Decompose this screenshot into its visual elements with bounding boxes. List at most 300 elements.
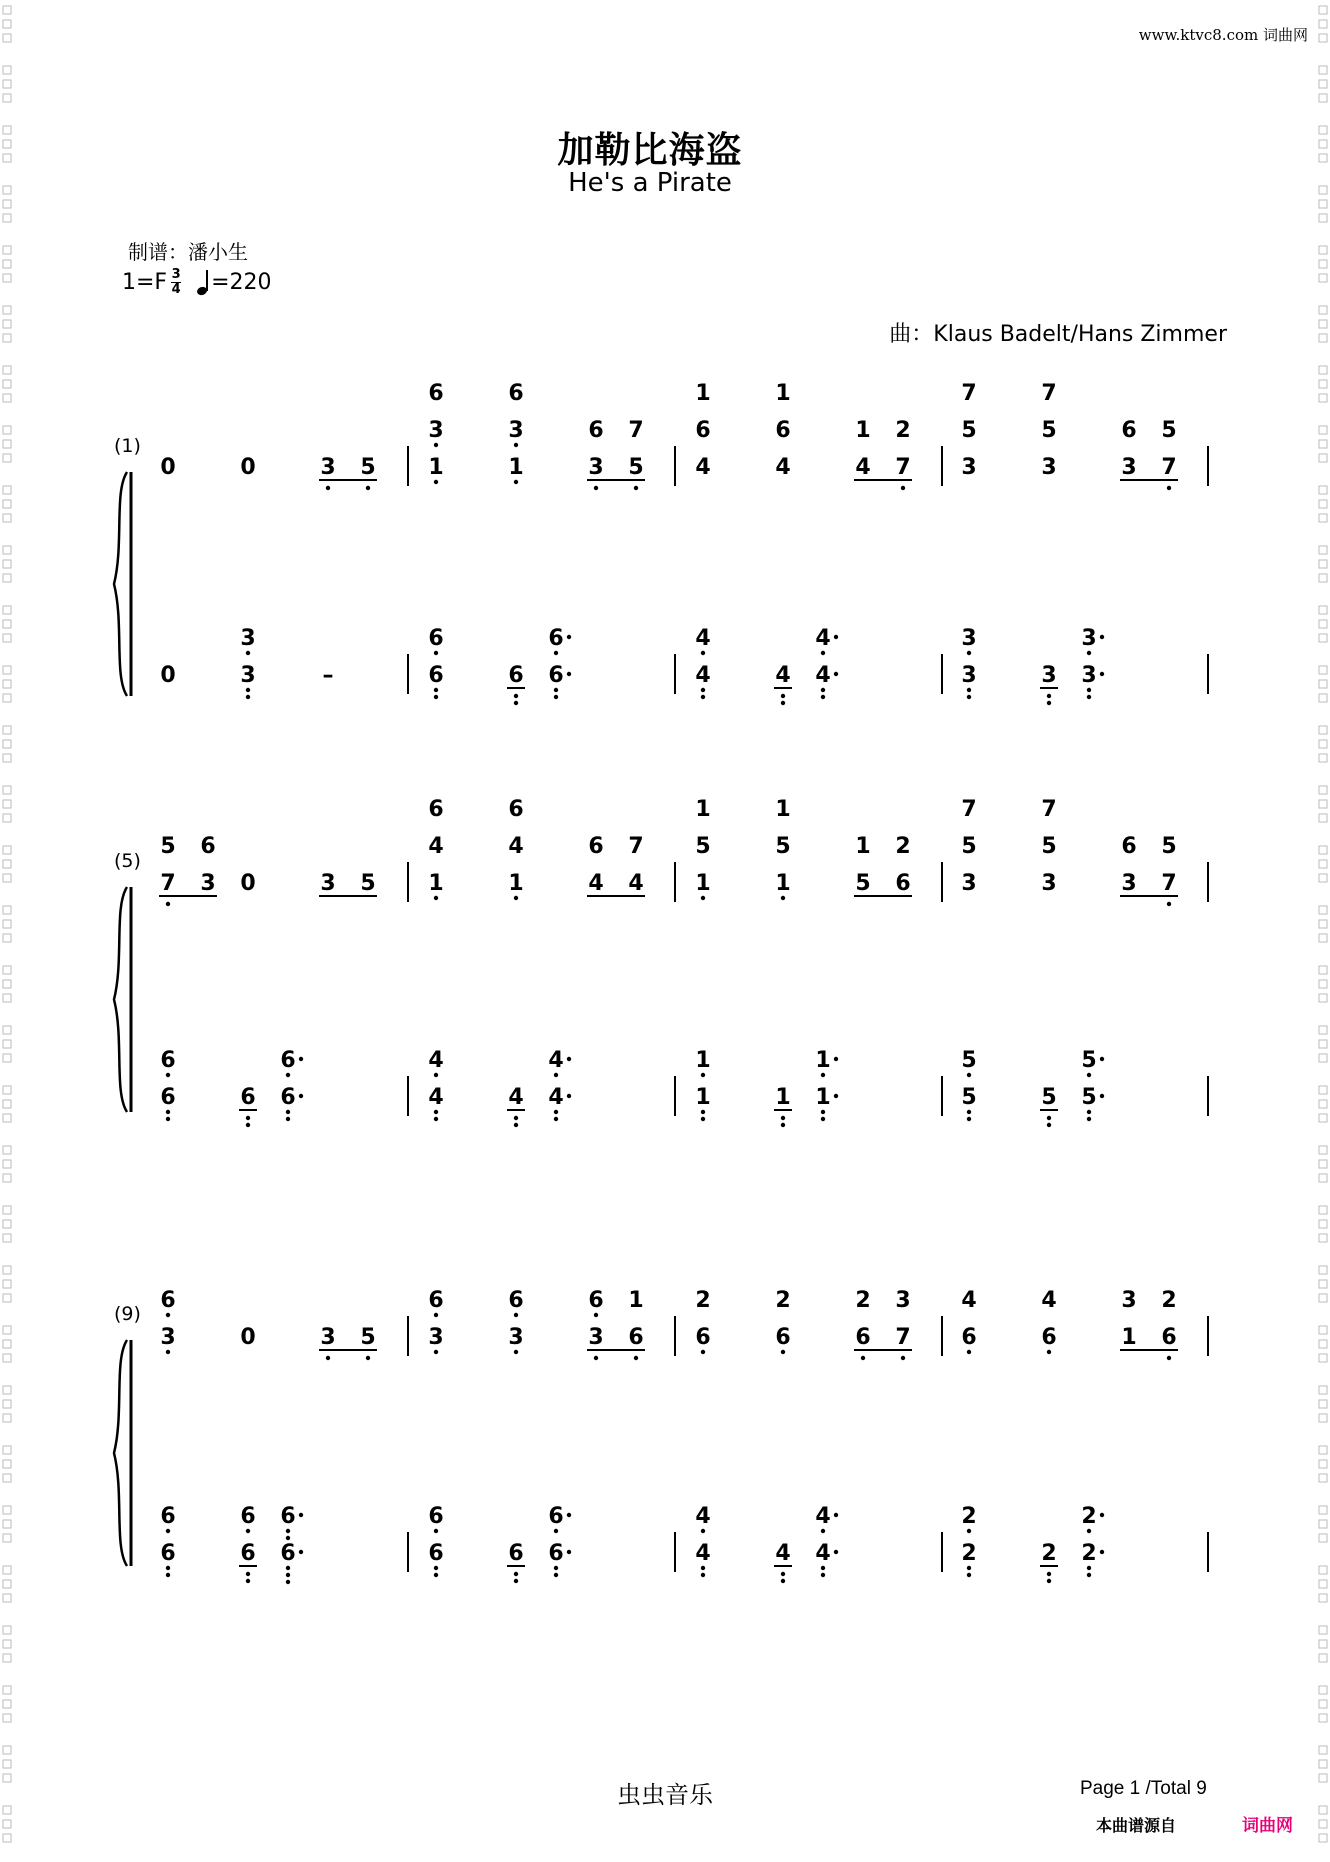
duration-dot (1100, 1513, 1104, 1517)
note-digit: 3 (428, 418, 444, 443)
note-digit: 4 (1041, 1288, 1057, 1313)
note-digit: 6 (775, 418, 791, 443)
duration-dot (834, 672, 838, 676)
note-digit: 1 (775, 797, 791, 822)
octave-dot (434, 1529, 438, 1533)
octave-dot (901, 486, 905, 490)
octave-dot (246, 1123, 250, 1127)
note-digit: 6 (428, 626, 444, 651)
note-digit: 6 (1121, 834, 1137, 859)
octave-dot (781, 701, 785, 705)
note-digit: 6 (428, 663, 444, 688)
composer-credit: 曲：Klaus Badelt/Hans Zimmer (889, 322, 1227, 347)
key-label: 1=F (122, 270, 168, 295)
octave-dot (781, 896, 785, 900)
octave-dot (1087, 651, 1091, 655)
measure-number: (1) (114, 435, 141, 457)
octave-dot (967, 1117, 971, 1121)
note-digit: 6 (588, 1288, 604, 1313)
octave-dot (901, 1356, 905, 1360)
octave-dot (821, 1117, 825, 1121)
note-digit: 4 (815, 626, 831, 651)
note-digit: 4 (695, 626, 711, 651)
octave-dot (514, 1123, 518, 1127)
note-digit: 4 (855, 455, 871, 480)
note-digit: 3 (1121, 455, 1137, 480)
octave-dot (1087, 1073, 1091, 1077)
octave-dot (514, 701, 518, 705)
note-digit: 2 (961, 1541, 977, 1566)
note-digit: 5 (1081, 1085, 1097, 1110)
octave-dot (554, 695, 558, 699)
octave-dot (514, 1579, 518, 1583)
octave-dot (166, 1529, 170, 1533)
note-digit: 5 (1041, 834, 1057, 859)
note-digit: 4 (775, 1541, 791, 1566)
octave-dot (554, 1573, 558, 1577)
octave-dot (166, 902, 170, 906)
octave-dot (434, 1073, 438, 1077)
note-digit: 6 (895, 871, 911, 896)
note-digit: 1 (815, 1085, 831, 1110)
duration-dot (299, 1057, 303, 1061)
octave-dot (286, 1073, 290, 1077)
note-digit: 4 (775, 455, 791, 480)
note-digit: 3 (320, 1325, 336, 1350)
octave-dot (554, 688, 558, 692)
note-digit: 4 (695, 1541, 711, 1566)
note-digit: 0 (240, 871, 256, 896)
note-digit: 6 (548, 626, 564, 651)
note-digit: 1 (508, 455, 524, 480)
duration-dot (1100, 1550, 1104, 1554)
duration-dot (567, 1513, 571, 1517)
octave-dot (554, 1529, 558, 1533)
note-digit: 4 (588, 871, 604, 896)
note-digit: 7 (895, 1325, 911, 1350)
note-digit: 6 (428, 797, 444, 822)
song-title: 加勒比海盗 (557, 130, 743, 171)
note-digit: 6 (508, 1288, 524, 1313)
octave-dot (514, 443, 518, 447)
note-digit: 3 (1041, 871, 1057, 896)
octave-dot (1167, 902, 1171, 906)
publisher-name: 虫虫音乐 (617, 1781, 713, 1809)
note-digit: 6 (628, 1325, 644, 1350)
octave-dot (781, 694, 785, 698)
octave-dot (967, 1529, 971, 1533)
note-digit: 5 (775, 834, 791, 859)
note-digit: 3 (961, 871, 977, 896)
note-digit: 3 (320, 871, 336, 896)
duration-dot (299, 1513, 303, 1517)
note-digit: 3 (1121, 871, 1137, 896)
octave-dot (434, 688, 438, 692)
note-digit: 4 (815, 1504, 831, 1529)
note-digit: 4 (815, 663, 831, 688)
note-digit: 6 (775, 1325, 791, 1350)
note-digit: 6 (1041, 1325, 1057, 1350)
note-digit: 4 (548, 1085, 564, 1110)
octave-dot (1167, 1356, 1171, 1360)
note-digit: 4 (428, 1085, 444, 1110)
note-digit: 6 (508, 797, 524, 822)
note-digit: 5 (961, 1048, 977, 1073)
note-digit: 1 (815, 1048, 831, 1073)
note-digit: 4 (508, 834, 524, 859)
octave-dot (821, 695, 825, 699)
note-digit: 1 (428, 871, 444, 896)
octave-dot (594, 486, 598, 490)
octave-dot (286, 1529, 290, 1533)
octave-dot (326, 1356, 330, 1360)
octave-dot (246, 695, 250, 699)
octave-dot (246, 688, 250, 692)
note-digit: 4 (695, 663, 711, 688)
brace-icon (114, 1340, 127, 1566)
note-digit: 7 (628, 834, 644, 859)
octave-dot (166, 1073, 170, 1077)
octave-dot (1047, 1350, 1051, 1354)
octave-dot (514, 1313, 518, 1317)
note-digit: 3 (588, 1325, 604, 1350)
octave-dot (286, 1117, 290, 1121)
note-digit: 6 (240, 1504, 256, 1529)
note-digit: 3 (1081, 626, 1097, 651)
octave-dot (634, 1356, 638, 1360)
octave-dot (701, 1350, 705, 1354)
note-digit: 6 (695, 418, 711, 443)
octave-dot (554, 651, 558, 655)
note-digit: 3 (961, 663, 977, 688)
measure-number: (9) (114, 1303, 141, 1325)
note-digit: 6 (428, 1504, 444, 1529)
octave-dot (967, 1350, 971, 1354)
octave-dot (701, 1110, 705, 1114)
octave-dot (701, 651, 705, 655)
note-digit: 5 (1161, 418, 1177, 443)
octave-dot (1087, 1117, 1091, 1121)
octave-dot (1087, 1110, 1091, 1114)
note-digit: 7 (961, 381, 977, 406)
note-digit: 3 (1041, 663, 1057, 688)
octave-dot (554, 1110, 558, 1114)
octave-dot (781, 1572, 785, 1576)
duration-dot (834, 635, 838, 639)
octave-dot (1047, 694, 1051, 698)
octave-dot (1047, 1579, 1051, 1583)
measure-number: (5) (114, 850, 141, 872)
octave-dot (434, 1110, 438, 1114)
note-digit: 1 (775, 871, 791, 896)
octave-dot (1087, 1566, 1091, 1570)
octave-dot (434, 1313, 438, 1317)
note-digit: 4 (428, 1048, 444, 1073)
note-digit: 6 (548, 1541, 564, 1566)
octave-dot (1047, 1123, 1051, 1127)
note-digit: – (322, 663, 334, 688)
octave-dot (514, 1350, 518, 1354)
octave-dot (366, 1356, 370, 1360)
octave-dot (701, 1117, 705, 1121)
brace-icon (114, 472, 127, 696)
duration-dot (834, 1513, 838, 1517)
octave-dot (514, 896, 518, 900)
note-digit: 6 (428, 1288, 444, 1313)
note-digit: 4 (508, 1085, 524, 1110)
note-digit: 6 (280, 1504, 296, 1529)
note-digit: 1 (695, 381, 711, 406)
note-digit: 2 (961, 1504, 977, 1529)
duration-dot (567, 1057, 571, 1061)
note-digit: 6 (240, 1085, 256, 1110)
note-digit: 1 (1121, 1325, 1137, 1350)
octave-dot (967, 651, 971, 655)
octave-dot (514, 1116, 518, 1120)
note-digit: 6 (160, 1288, 176, 1313)
octave-dot (166, 1313, 170, 1317)
note-digit: 4 (548, 1048, 564, 1073)
octave-dot (166, 1566, 170, 1570)
note-digit: 6 (160, 1048, 176, 1073)
octave-dot (286, 1566, 290, 1570)
note-digit: 3 (1081, 663, 1097, 688)
note-digit: 3 (240, 626, 256, 651)
duration-dot (1100, 635, 1104, 639)
note-digit: 6 (588, 418, 604, 443)
duration-dot (1100, 672, 1104, 676)
note-digit: 5 (961, 834, 977, 859)
octave-dot (701, 1566, 705, 1570)
octave-dot (246, 651, 250, 655)
octave-dot (594, 1356, 598, 1360)
time-bottom: 4 (171, 282, 181, 297)
note-digit: 6 (508, 1541, 524, 1566)
note-digit: 5 (1161, 834, 1177, 859)
octave-dot (861, 1356, 865, 1360)
octave-dot (326, 486, 330, 490)
note-digit: 6 (1121, 418, 1137, 443)
note-digit: 2 (1041, 1541, 1057, 1566)
note-digit: 5 (1081, 1048, 1097, 1073)
note-digit: 1 (855, 418, 871, 443)
octave-dot (701, 896, 705, 900)
note-digit: 4 (628, 871, 644, 896)
note-digit: 3 (1121, 1288, 1137, 1313)
octave-dot (1047, 1572, 1051, 1576)
note-digit: 1 (695, 797, 711, 822)
octave-dot (434, 1350, 438, 1354)
note-digit: 7 (160, 871, 176, 896)
note-digit: 5 (360, 455, 376, 480)
duration-dot (1100, 1094, 1104, 1098)
octave-dot (514, 1572, 518, 1576)
octave-dot (821, 1073, 825, 1077)
brace-icon (114, 887, 127, 1112)
octave-dot (821, 1110, 825, 1114)
note-digit: 3 (320, 455, 336, 480)
note-digit: 3 (588, 455, 604, 480)
note-digit: 7 (895, 455, 911, 480)
note-digit: 5 (1041, 418, 1057, 443)
note-digit: 3 (508, 418, 524, 443)
octave-dot (246, 1529, 250, 1533)
note-digit: 6 (588, 834, 604, 859)
octave-dot (1047, 1116, 1051, 1120)
note-digit: 3 (200, 871, 216, 896)
octave-dot (286, 1580, 290, 1584)
duration-dot (299, 1550, 303, 1554)
octave-dot (554, 1566, 558, 1570)
octave-dot (634, 486, 638, 490)
note-digit: 6 (240, 1541, 256, 1566)
octave-dot (701, 695, 705, 699)
note-digit: 6 (428, 1541, 444, 1566)
duration-dot (567, 672, 571, 676)
note-digit: 5 (695, 834, 711, 859)
note-digit: 1 (775, 381, 791, 406)
note-digit: 4 (775, 663, 791, 688)
note-digit: 6 (280, 1541, 296, 1566)
octave-dot (821, 651, 825, 655)
octave-dot (434, 443, 438, 447)
note-digit: 1 (628, 1288, 644, 1313)
page-indicator: Page 1 /Total 9 (1080, 1778, 1207, 1799)
octave-dot (434, 651, 438, 655)
note-digit: 3 (240, 663, 256, 688)
note-digit: 1 (695, 871, 711, 896)
note-digit: 6 (280, 1048, 296, 1073)
note-digit: 3 (1041, 455, 1057, 480)
octave-dot (967, 1110, 971, 1114)
duration-dot (834, 1094, 838, 1098)
note-digit: 4 (815, 1541, 831, 1566)
octave-dot (514, 480, 518, 484)
note-digit: 6 (160, 1085, 176, 1110)
note-digit: 3 (508, 1325, 524, 1350)
time-top: 3 (171, 267, 181, 282)
octave-dot (967, 695, 971, 699)
note-digit: 6 (280, 1085, 296, 1110)
octave-dot (286, 1110, 290, 1114)
note-digit: 7 (1041, 381, 1057, 406)
note-digit: 6 (855, 1325, 871, 1350)
octave-dot (246, 1572, 250, 1576)
octave-dot (434, 695, 438, 699)
octave-dot (821, 1566, 825, 1570)
note-digit: 6 (548, 1504, 564, 1529)
octave-dot (1087, 1573, 1091, 1577)
octave-dot (594, 1313, 598, 1317)
octave-dot (554, 1073, 558, 1077)
octave-dot (701, 1073, 705, 1077)
note-digit: 2 (895, 418, 911, 443)
octave-dot (434, 480, 438, 484)
note-digit: 5 (961, 418, 977, 443)
note-digit: 5 (628, 455, 644, 480)
octave-dot (701, 1573, 705, 1577)
octave-dot (967, 1566, 971, 1570)
octave-dot (781, 1123, 785, 1127)
note-digit: 5 (855, 871, 871, 896)
note-digit: 6 (508, 663, 524, 688)
note-digit: 6 (160, 1541, 176, 1566)
octave-dot (967, 1073, 971, 1077)
octave-dot (286, 1573, 290, 1577)
note-digit: 3 (961, 455, 977, 480)
octave-dot (1087, 1529, 1091, 1533)
octave-dot (166, 1110, 170, 1114)
note-digit: 1 (428, 455, 444, 480)
note-digit: 5 (961, 1085, 977, 1110)
note-digit: 0 (160, 663, 176, 688)
note-digit: 4 (428, 834, 444, 859)
note-digit: 3 (160, 1325, 176, 1350)
duration-dot (834, 1057, 838, 1061)
octave-dot (166, 1350, 170, 1354)
octave-dot (781, 1350, 785, 1354)
octave-dot (821, 688, 825, 692)
note-digit: 2 (895, 834, 911, 859)
note-digit: 4 (961, 1288, 977, 1313)
note-digit: 6 (695, 1325, 711, 1350)
note-digit: 4 (695, 455, 711, 480)
octave-dot (1087, 688, 1091, 692)
note-digit: 5 (360, 871, 376, 896)
tempo-value: =220 (211, 270, 272, 295)
note-digit: 2 (1161, 1288, 1177, 1313)
song-subtitle: He's a Pirate (568, 168, 732, 198)
note-digit: 3 (961, 626, 977, 651)
octave-dot (434, 896, 438, 900)
octave-dot (166, 1117, 170, 1121)
duration-dot (1100, 1057, 1104, 1061)
arranger-credit: 制谱：潘小生 (128, 240, 248, 264)
note-digit: 0 (240, 1325, 256, 1350)
note-digit: 0 (240, 455, 256, 480)
note-digit: 6 (548, 663, 564, 688)
octave-dot (514, 694, 518, 698)
octave-dot (821, 1529, 825, 1533)
note-digit: 1 (775, 1085, 791, 1110)
octave-dot (434, 1566, 438, 1570)
note-digit: 3 (895, 1288, 911, 1313)
source-label: 本曲谱源自 (1096, 1816, 1177, 1835)
octave-dot (246, 1116, 250, 1120)
note-digit: 2 (1081, 1541, 1097, 1566)
note-digit: 6 (1161, 1325, 1177, 1350)
octave-dot (821, 1573, 825, 1577)
octave-dot (701, 1529, 705, 1533)
note-digit: 0 (160, 455, 176, 480)
octave-dot (554, 1117, 558, 1121)
octave-dot (434, 1573, 438, 1577)
note-digit: 7 (628, 418, 644, 443)
octave-dot (781, 1116, 785, 1120)
source-logo[interactable]: 词曲网 (1242, 1816, 1293, 1836)
octave-dot (286, 1536, 290, 1540)
site-url[interactable]: www.ktvc8.com 词曲网 (1138, 26, 1308, 44)
note-digit: 7 (1161, 871, 1177, 896)
note-digit: 1 (508, 871, 524, 896)
note-digit: 6 (508, 381, 524, 406)
octave-dot (166, 1573, 170, 1577)
octave-dot (246, 1579, 250, 1583)
note-digit: 7 (1161, 455, 1177, 480)
octave-dot (781, 1579, 785, 1583)
note-digit: 1 (855, 834, 871, 859)
note-digit: 5 (160, 834, 176, 859)
